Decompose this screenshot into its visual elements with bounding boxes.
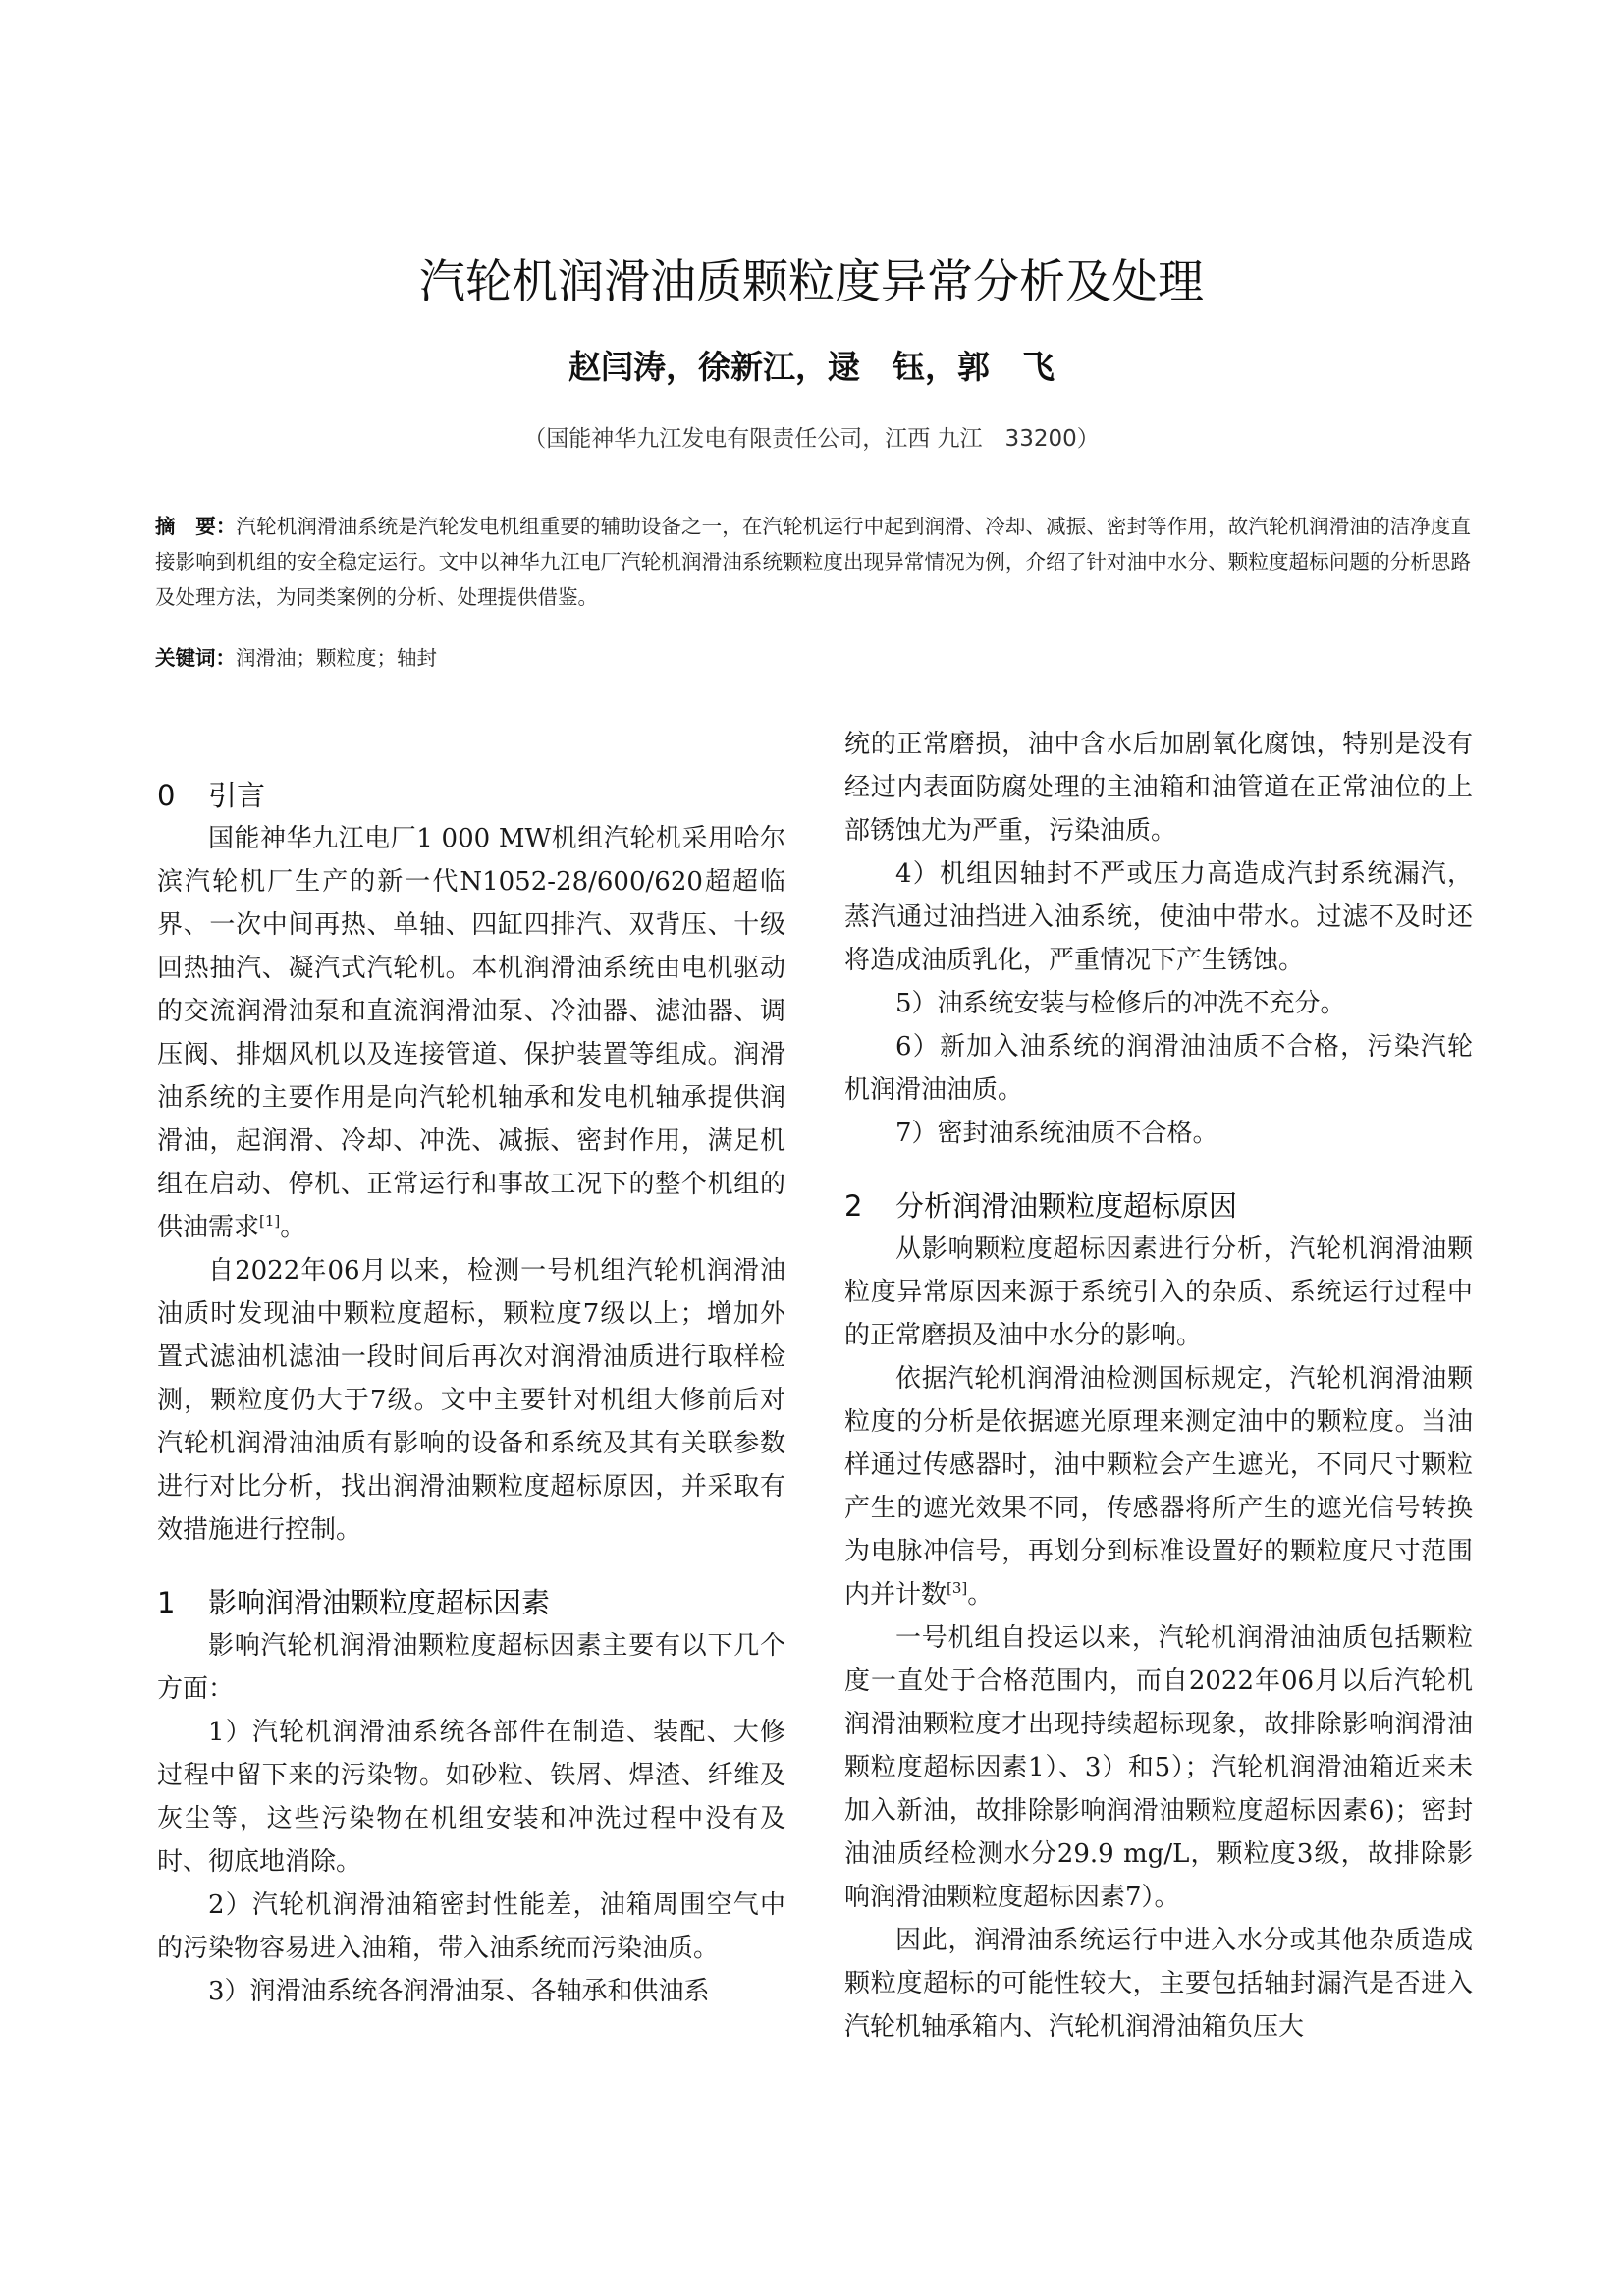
section-heading-analysis xyxy=(844,1184,1473,1228)
list-item: 6）新加入油系统的润滑油油质不合格，污染汽轮机润滑油油质。 xyxy=(844,1032,1473,1105)
abstract-label: 摘 要： xyxy=(155,515,237,538)
paragraph-text: 依据汽轮机润滑油检测国标规定，汽轮机润滑油颗粒度的分析是依据遮光原理来测定油中的颗粒度。当油样通过传感器时，油中颗粒会产生遮光，不同尺寸颗粒产生的遮光效果不同，传感器将所产生的遮光信号转换为电脉冲信号，再划分到标准设置好的颗粒度尺寸范围内并计数 xyxy=(844,1364,1473,1610)
right-column xyxy=(844,723,1473,2049)
keywords xyxy=(155,640,1471,676)
left-column xyxy=(157,774,785,2013)
list-item: 3）润滑油系统各润滑油泵、各轴承和供油系 xyxy=(208,1977,710,2006)
paragraph-text: 。 xyxy=(280,1213,306,1242)
paragraph: 自2022年06月以来，检测一号机组汽轮机润滑油油质时发现油中颗粒度超标，颗粒度7级以上；增加外置式滤油机滤油一段时间后再次对润滑油质进行取样检测，颗粒度仍大于7级。文中主要针对机组大修前后对汽轮机润滑油油质有影响的设备和系统及其有关联参数进行对比分析，找出润滑油颗粒度超标原因，并采取有效措施进行控制。 xyxy=(157,1256,785,1545)
affiliation: （国能神华九江发电有限责任公司，江西 九江 33200） xyxy=(523,426,1100,452)
paragraph-text: 。 xyxy=(967,1580,994,1610)
section-number: 0 xyxy=(157,779,176,812)
paragraph: 因此，润滑油系统运行中进入水分或其他杂质造成颗粒度超标的可能性较大，主要包括轴封漏汽是否进入汽轮机轴承箱内、汽轮机润滑油箱负压大 xyxy=(844,1926,1473,2042)
keywords-label: 关键词： xyxy=(155,646,236,670)
section-title: 影响润滑油颗粒度超标因素 xyxy=(208,1586,551,1619)
paragraph: 从影响颗粒度超标因素进行分析，汽轮机润滑油颗粒度异常原因来源于系统引入的杂质、系统运行过程中的正常磨损及油中水分的影响。 xyxy=(844,1234,1473,1350)
section-number: 1 xyxy=(157,1586,176,1619)
paragraph: 一号机组自投运以来，汽轮机润滑油油质包括颗粒度一直处于合格范围内，而自2022年06月以后汽轮机润滑油颗粒度才出现持续超标现象，故排除影响润滑油颗粒度超标因素1）、3）和5）；汽轮机润滑油箱近来未加入新油，故排除影响润滑油颗粒度超标因素6)；密封油油质经检测水分29.9 mg/L，颗粒度3级，故排除影响润滑油颗粒度超标因素7）。 xyxy=(844,1623,1473,1912)
section-number: 2 xyxy=(844,1189,863,1223)
abstract xyxy=(155,509,1471,615)
paragraph: 统的正常磨损，油中含水后加剧氧化腐蚀，特别是没有经过内表面防腐处理的主油箱和油管道在正常油位的上部锈蚀尤为严重，污染油质。 xyxy=(844,730,1473,846)
list-item: 7）密封油系统油质不合格。 xyxy=(895,1119,1218,1148)
citation: [3] xyxy=(947,1579,968,1597)
section-heading-factors xyxy=(157,1581,785,1624)
paragraph xyxy=(157,817,785,1249)
paragraph xyxy=(844,1357,1473,1616)
citation: [1] xyxy=(259,1212,281,1230)
section-title: 分析润滑油颗粒度超标原因 xyxy=(895,1189,1238,1223)
paragraph-text: 国能神华九江电厂1 000 MW机组汽轮机采用哈尔滨汽轮机厂生产的新一代N1052-28/600/620超超临界、一次中间再热、单轴、四缸四排汽、双背压、十级回热抽汽、凝汽式汽轮机。本机润滑油系统由电机驱动的交流润滑油泵和直流润滑油泵、冷油器、滤油器、调压阀、排烟风机以及连接管道、保护装置等组成。润滑油系统的主要作用是向汽轮机轴承和发电机轴承提供润滑油，起润滑、冷却、冲洗、减振、密封作用，满足机组在启动、停机、正常运行和事故工况下的整个机组的供油需求 xyxy=(157,824,785,1242)
keywords-text: 润滑油；颗粒度；轴封 xyxy=(236,646,437,670)
section-heading-introduction xyxy=(157,774,785,817)
list-item: 2）汽轮机润滑油箱密封性能差，油箱周围空气中的污染物容易进入油箱，带入油系统而污染油质。 xyxy=(157,1890,785,1963)
abstract-text: 汽轮机润滑油系统是汽轮发电机组重要的辅助设备之一，在汽轮机运行中起到润滑、冷却、减振、密封等作用，故汽轮机润滑油的洁净度直接影响到机组的安全稳定运行。文中以神华九江电厂汽轮机润滑油系统颗粒度出现异常情况为例，介绍了针对油中水分、颗粒度超标问题的分析思路及处理方法，为同类案例的分析、处理提供借鉴。 xyxy=(155,515,1471,609)
paper-title: 汽轮机润滑油质颗粒度异常分析及处理 xyxy=(419,255,1204,309)
paragraph: 影响汽轮机润滑油颗粒度超标因素主要有以下几个方面： xyxy=(157,1631,785,1704)
list-item: 1）汽轮机润滑油系统各部件在制造、装配、大修过程中留下来的污染物。如砂粒、铁屑、焊渣、纤维及灰尘等，这些污染物在机组安装和冲洗过程中没有及时、彻底地消除。 xyxy=(157,1718,785,1877)
author-list: 赵闫涛，徐新江，逯 钰，郭 飞 xyxy=(568,348,1055,386)
list-item: 4）机组因轴封不严或压力高造成汽封系统漏汽，蒸汽通过油挡进入油系统，使油中带水。过滤不及时还将造成油质乳化，严重情况下产生锈蚀。 xyxy=(844,859,1473,975)
section-title: 引言 xyxy=(208,779,266,812)
list-item: 5）油系统安装与检修后的冲洗不充分。 xyxy=(895,989,1346,1018)
